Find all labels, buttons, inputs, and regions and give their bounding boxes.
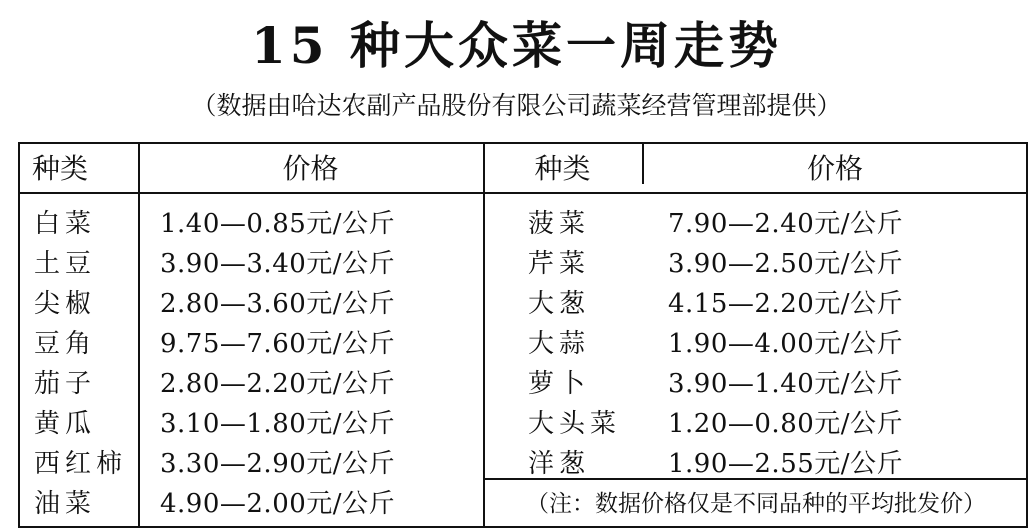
left-column-divider	[138, 144, 140, 526]
table-row-price: 3.10—1.80元/公斤	[160, 409, 396, 439]
table-row-price: 1.90—2.55元/公斤	[668, 449, 904, 479]
table-row-name: 菠菜	[528, 209, 591, 239]
table-row-name: 茄子	[34, 369, 97, 399]
table-note: （注：数据价格仅是不同品种的平均批发价）	[526, 491, 986, 517]
table-row-price: 3.90—1.40元/公斤	[668, 369, 904, 399]
table-row-price: 1.40—0.85元/公斤	[160, 209, 396, 239]
table-row-price: 3.90—2.50元/公斤	[668, 249, 904, 279]
table-row-name: 油菜	[34, 489, 97, 519]
center-divider	[483, 144, 485, 526]
table-row-price: 1.20—0.80元/公斤	[668, 409, 904, 439]
table-row-name: 黄瓜	[34, 409, 97, 439]
right-name-list	[528, 204, 621, 484]
right-kind-header: 种类	[534, 152, 591, 185]
table-row-price: 2.80—3.60元/公斤	[160, 289, 396, 319]
table-row-name: 大葱	[528, 289, 591, 319]
table-row-name: 大头菜	[528, 409, 622, 439]
table-row-price: 4.15—2.20元/公斤	[668, 289, 904, 319]
left-price-list	[160, 204, 395, 524]
table-row-price: 4.90—2.00元/公斤	[160, 489, 396, 519]
table-row-name: 大蒜	[528, 329, 591, 359]
table-row-name: 芹菜	[528, 249, 591, 279]
table-row-name: 土豆	[34, 249, 97, 279]
table-row-name: 尖椒	[34, 289, 97, 319]
left-price-header: 价格	[282, 152, 339, 185]
page-subtitle: （数据由哈达农副产品股份有限公司蔬菜经营管理部提供）	[191, 91, 842, 120]
left-kind-header: 种类	[31, 152, 88, 185]
table-row-price: 9.75—7.60元/公斤	[160, 329, 396, 359]
table-row-price: 3.30—2.90元/公斤	[160, 449, 396, 479]
table-row-name: 白菜	[34, 209, 97, 239]
page-title: 15 种大众菜一周走势	[251, 16, 782, 75]
table-row-name: 豆角	[34, 329, 97, 359]
right-price-list	[668, 204, 903, 484]
left-name-list	[34, 204, 127, 524]
table-row-name: 萝卜	[528, 369, 591, 399]
table-row-price: 3.90—3.40元/公斤	[160, 249, 396, 279]
table-row-price: 7.90—2.40元/公斤	[668, 209, 904, 239]
table-row-price: 2.80—2.20元/公斤	[160, 369, 396, 399]
table-row-name: 洋葱	[528, 449, 591, 479]
table-row-name: 西红柿	[34, 449, 128, 479]
right-price-header: 价格	[806, 152, 863, 185]
price-table	[18, 142, 1028, 528]
table-row-price: 1.90—4.00元/公斤	[668, 329, 904, 359]
